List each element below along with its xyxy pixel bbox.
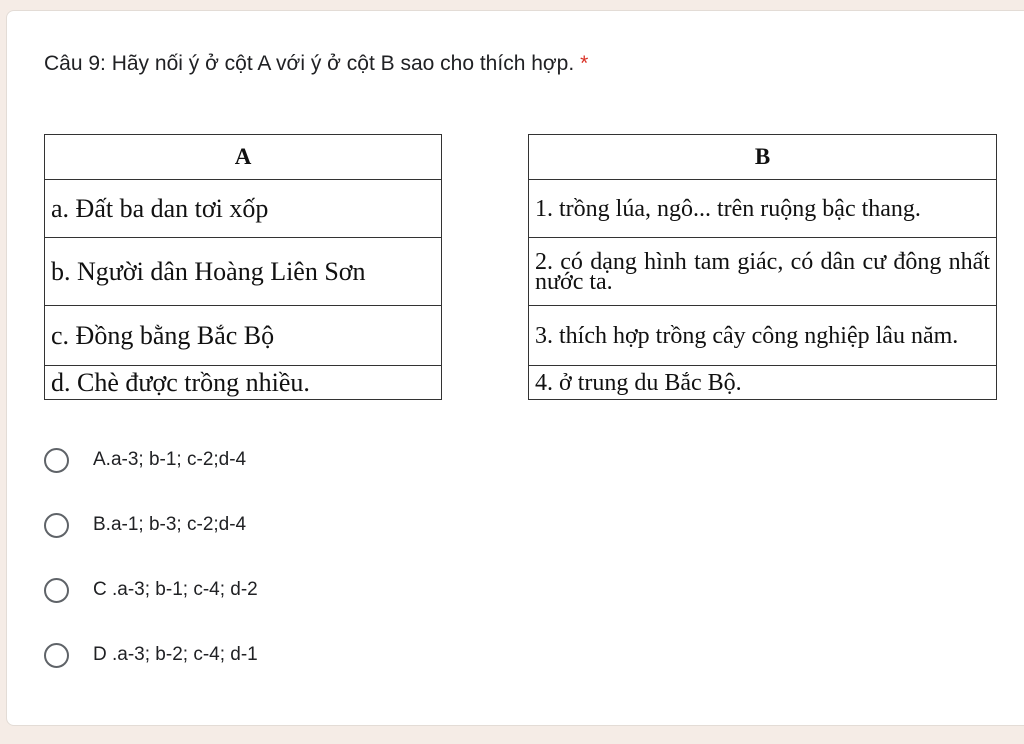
option-b[interactable] <box>44 505 258 545</box>
option-a[interactable] <box>44 440 258 480</box>
option-d[interactable] <box>44 635 258 675</box>
option-c[interactable] <box>44 570 258 610</box>
option-label[interactable]: A.a-3; b-1; c-2;d-4 <box>93 449 247 470</box>
radio-button-icon[interactable] <box>44 643 69 668</box>
question-text: Câu 9: Hãy nối ý ở cột A với ý ở cột B sao cho thích hợp. <box>44 52 575 75</box>
radio-button-icon[interactable] <box>44 513 69 538</box>
option-label[interactable]: B.a-1; b-3; c-2;d-4 <box>93 514 247 535</box>
column-a-header: A <box>45 135 442 180</box>
column-b-header: B <box>529 135 997 180</box>
answer-options <box>44 440 258 700</box>
radio-button-icon[interactable] <box>44 578 69 603</box>
question-title <box>44 52 588 76</box>
column-b-item: 4. ở trung du Bắc Bộ. <box>529 366 997 400</box>
option-label[interactable]: D .a-3; b-2; c-4; d-1 <box>93 644 258 665</box>
column-a-item: c. Đồng bằng Bắc Bộ <box>45 306 442 366</box>
column-b-item: 1. trồng lúa, ngô... trên ruộng bậc thang. <box>529 180 997 238</box>
column-a-item: a. Đất ba dan tơi xốp <box>45 180 442 238</box>
column-a-table <box>44 134 442 400</box>
column-b-item: 3. thích hợp trồng cây công nghiệp lâu năm. <box>529 306 997 366</box>
column-b-table <box>528 134 997 400</box>
required-asterisk: * <box>580 52 589 75</box>
column-a-item: d. Chè được trồng nhiều. <box>45 366 442 400</box>
option-label[interactable]: C .a-3; b-1; c-4; d-2 <box>93 579 258 600</box>
column-b-item: 2. có dạng hình tam giác, có dân cư đông nhất nước ta. <box>529 238 997 306</box>
column-a-item: b. Người dân Hoàng Liên Sơn <box>45 238 442 306</box>
radio-button-icon[interactable] <box>44 448 69 473</box>
